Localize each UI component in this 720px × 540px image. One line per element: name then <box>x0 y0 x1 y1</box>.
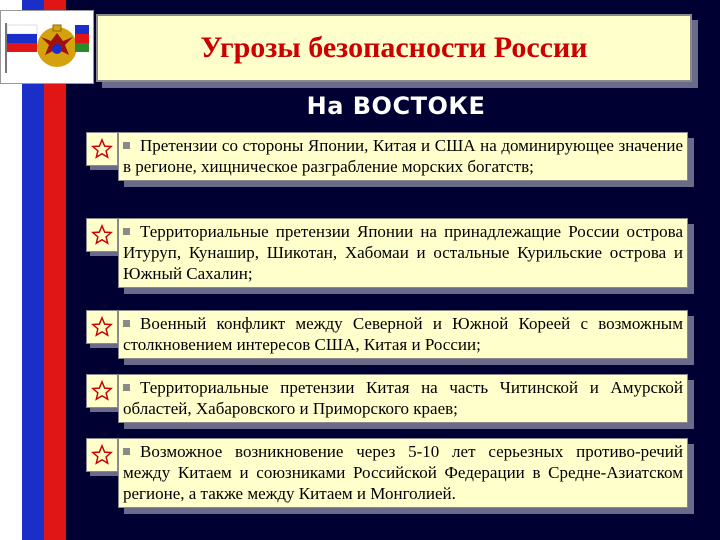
threat-text: Военный конфликт между Северной и Южной Кореей с возможным столкновением интересов США, Китая и России; <box>123 314 683 354</box>
threat-text-box <box>118 438 688 508</box>
threat-text: Территориальные претензии Японии на принадлежащие России острова Итуруп, Кунашир, Шикотан, Хабомаи и остальные Курильские острова и Южный Сахалин; <box>123 222 683 283</box>
star-bullet-icon <box>86 218 118 252</box>
star-bullet-icon <box>86 374 118 408</box>
square-bullet-icon <box>123 142 130 149</box>
threat-text-box <box>118 132 688 181</box>
section-subtitle: На ВОСТОКЕ <box>306 92 486 120</box>
square-bullet-icon <box>123 228 130 235</box>
square-bullet-icon <box>123 320 130 327</box>
star-bullet-icon <box>86 438 118 472</box>
star-bullet-icon <box>86 132 118 166</box>
star-bullet-icon <box>86 310 118 344</box>
threat-text-box <box>118 374 688 423</box>
page-title: Угрозы безопасности России <box>200 31 588 64</box>
threat-text: Претензии со стороны Японии, Китая и США на доминирующее значение в регионе, хищническое разграбление морских богатств; <box>123 136 683 176</box>
square-bullet-icon <box>123 384 130 391</box>
threat-text-box <box>118 310 688 359</box>
threat-text-box <box>118 218 688 288</box>
square-bullet-icon <box>123 448 130 455</box>
title-box <box>96 14 692 82</box>
flag-icon <box>5 23 37 73</box>
threat-text: Возможное возникновение через 5-10 лет серьезных противо-речий между Китаем и союзниками Российской Федерации в Средне-Азиатском регионе, а также между Китаем и Монголией. <box>123 442 683 503</box>
threat-text: Территориальные претензии Китая на часть Читинской и Амурской областей, Хабаровского и Приморского краев; <box>123 378 683 418</box>
double-headed-eagle-icon <box>37 25 77 67</box>
emblem-logo <box>0 10 94 84</box>
flag-icon-right <box>75 25 89 52</box>
